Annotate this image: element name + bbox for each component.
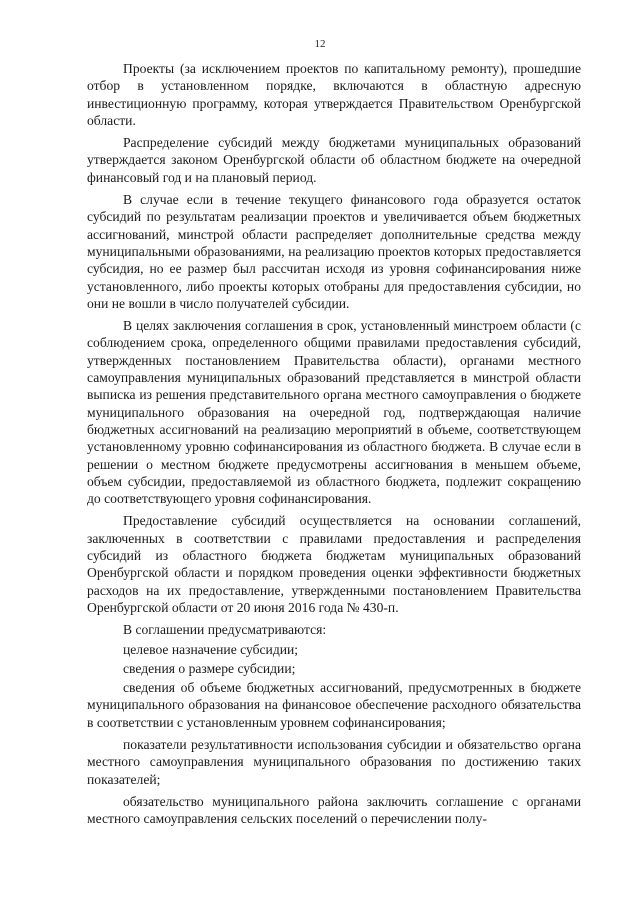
list-item-amount: сведения о размере субсидии; <box>123 660 296 676</box>
paragraph-agreement-conclusion: В целях заключения соглашения в срок, установленный минстроем области (с соблюдением срока, определенного общими правилами предоставления субсидий, утвержденных постановлением Правительства области), органами местного самоуправления муниципальных образований представляется в минстрой области выписка из решения представительного органа местного самоуправления о бюджете муниципального образования на очередной год, подтверждающая наличие бюджетных ассигнований на реализацию мероприятий в объеме, соответствующем установленному уровню софинансирования из областного бюджета. В случае если в решении о местном бюджете предусмотрены ассигнования в меньшем объеме, объем субсидии, предоставляемой из областного бюджета, подлежит сокращению до соответствующего уровня софинансирования. <box>87 318 581 507</box>
paragraph-agreement-provisions-intro: В соглашении предусматриваются: <box>123 622 327 638</box>
document-body <box>87 60 581 832</box>
list-item-performance-indicators: показатели результативности использования субсидии и обязательство органа местного самоуправления муниципального образования по достижению таких показателей; <box>87 736 581 787</box>
list-item-purpose: целевое назначение субсидии; <box>123 641 299 657</box>
paragraph-subsidy-distribution: Распределение субсидий между бюджетами муниципальных образований утверждается законом Оренбургской области об областном бюджете на очередной финансовый год и на плановый период. <box>87 135 581 185</box>
list-item-budget-allocations: сведения об объеме бюджетных ассигнований, предусмотренных в бюджете муниципального образования на финансовое обеспечение расходного обязательства в соответствии с установленным уровнем софинансирования; <box>87 680 581 730</box>
paragraph-projects-inclusion: Проекты (за исключением проектов по капитальному ремонту), прошедшие отбор в установленном порядке, включаются в областную адресную инвестиционную программу, которая утверждается Правительством Оренбургской области. <box>87 61 581 128</box>
paragraph-subsidy-remainder: В случае если в течение текущего финансового года образуется остаток субсидий по результатам реализации проектов и увеличивается объем бюджетных ассигнований, минстрой области распределяет дополнительные средства между муниципальными образованиями, на реализацию проектов которых предоставляется субсидия, но ее размер был рассчитан исходя из уровня софинансирования ниже установленного, либо проекты которых отобраны для предоставления субсидии, но они не вошли в число получателей субсидии. <box>87 192 581 311</box>
list-item-district-obligation: обязательство муниципального района заключить соглашение с органами местного самоуправления сельских поселений о перечислении полу- <box>87 793 581 827</box>
paragraph-subsidy-provision: Предоставление субсидий осуществляется на основании соглашений, заключенных в соответствии с правилами предоставления и распределения субсидий из областного бюджета бюджетам муниципальных образований Оренбургской области и порядком проведения оценки эффективности бюджетных расходов на их предоставление, утвержденными постановлением Правительства Оренбургской области от 20 июня 2016 года № 430-п. <box>87 513 581 615</box>
page-number: 12 <box>314 38 326 50</box>
